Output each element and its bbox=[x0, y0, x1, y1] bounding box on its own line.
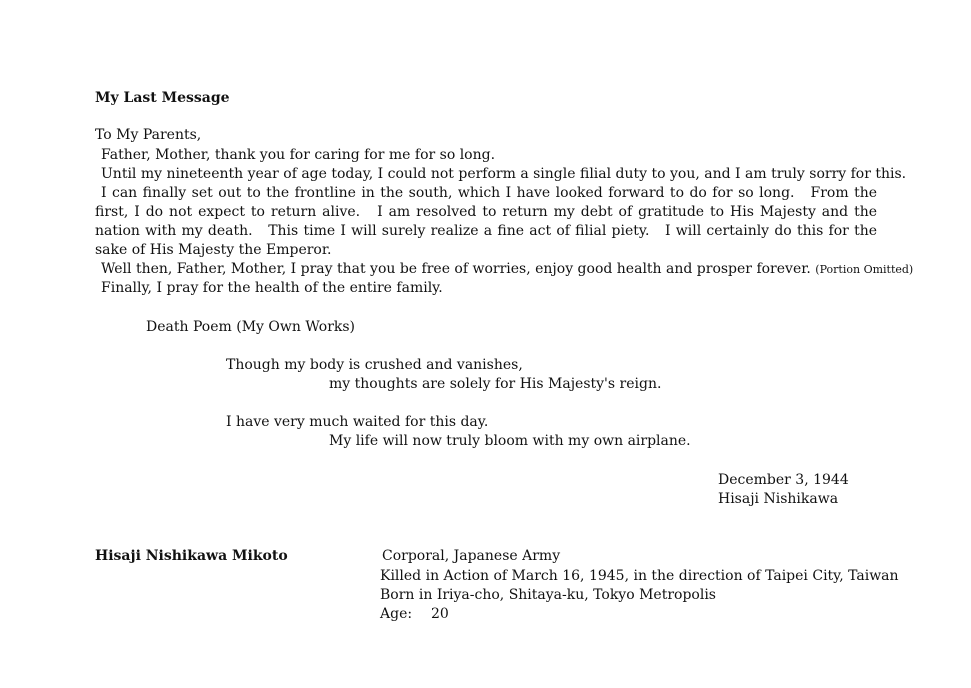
signature-date: December 3, 1944 bbox=[718, 472, 849, 488]
poem-stanza2-line1: I have very much waited for this day. bbox=[226, 414, 489, 430]
profile-age-value: 20 bbox=[430, 606, 449, 622]
paragraph-apology: Until my nineteenth year of age today, I could not perform a single filial duty to you, and I am truly sorry for this. bbox=[101, 166, 907, 182]
profile-age-label: Age: bbox=[380, 606, 413, 622]
profile-name: Hisaji Nishikawa Mikoto bbox=[95, 548, 288, 564]
signature-name: Hisaji Nishikawa bbox=[718, 491, 839, 507]
poem-stanza2-line2: My life will now truly bloom with my own airplane. bbox=[329, 433, 691, 449]
document-title: My Last Message bbox=[95, 90, 230, 106]
portion-omitted-note: (Portion Omitted) bbox=[815, 263, 914, 276]
paragraph-farewell-text: Well then, Father, Mother, I pray that you be free of worries, enjoy good health and prosper forever. bbox=[101, 261, 811, 277]
paragraph-farewell bbox=[101, 260, 913, 279]
paragraph-gratitude: Father, Mother, thank you for caring for me for so long. bbox=[101, 147, 496, 163]
paragraph-final-prayer: Finally, I pray for the health of the entire family. bbox=[101, 280, 443, 296]
poem-stanza1-line2: my thoughts are solely for His Majesty's reign. bbox=[329, 376, 662, 392]
salutation: To My Parents, bbox=[95, 127, 202, 143]
profile-birthplace: Born in Iriya-cho, Shitaya-ku, Tokyo Metropolis bbox=[380, 587, 716, 603]
profile-death: Killed in Action of March 16, 1945, in the direction of Taipei City, Taiwan bbox=[380, 568, 899, 584]
poem-stanza1-line1: Though my body is crushed and vanishes, bbox=[226, 357, 523, 373]
paragraph-resolve-block bbox=[95, 184, 877, 260]
paragraph-resolve: I can finally set out to the frontline in the south, which I have looked forward to do for so long. From the first, I do not expect to return alive. I am resolved to return my debt of gratitude to His Majesty and the nation with my death. This time I will surely realize a fine act of filial piety. I will certainly do this for the sake of His Majesty the Emperor. bbox=[95, 185, 877, 258]
profile-age bbox=[380, 605, 449, 624]
profile-rank: Corporal, Japanese Army bbox=[382, 548, 561, 564]
poem-heading: Death Poem (My Own Works) bbox=[146, 319, 356, 335]
